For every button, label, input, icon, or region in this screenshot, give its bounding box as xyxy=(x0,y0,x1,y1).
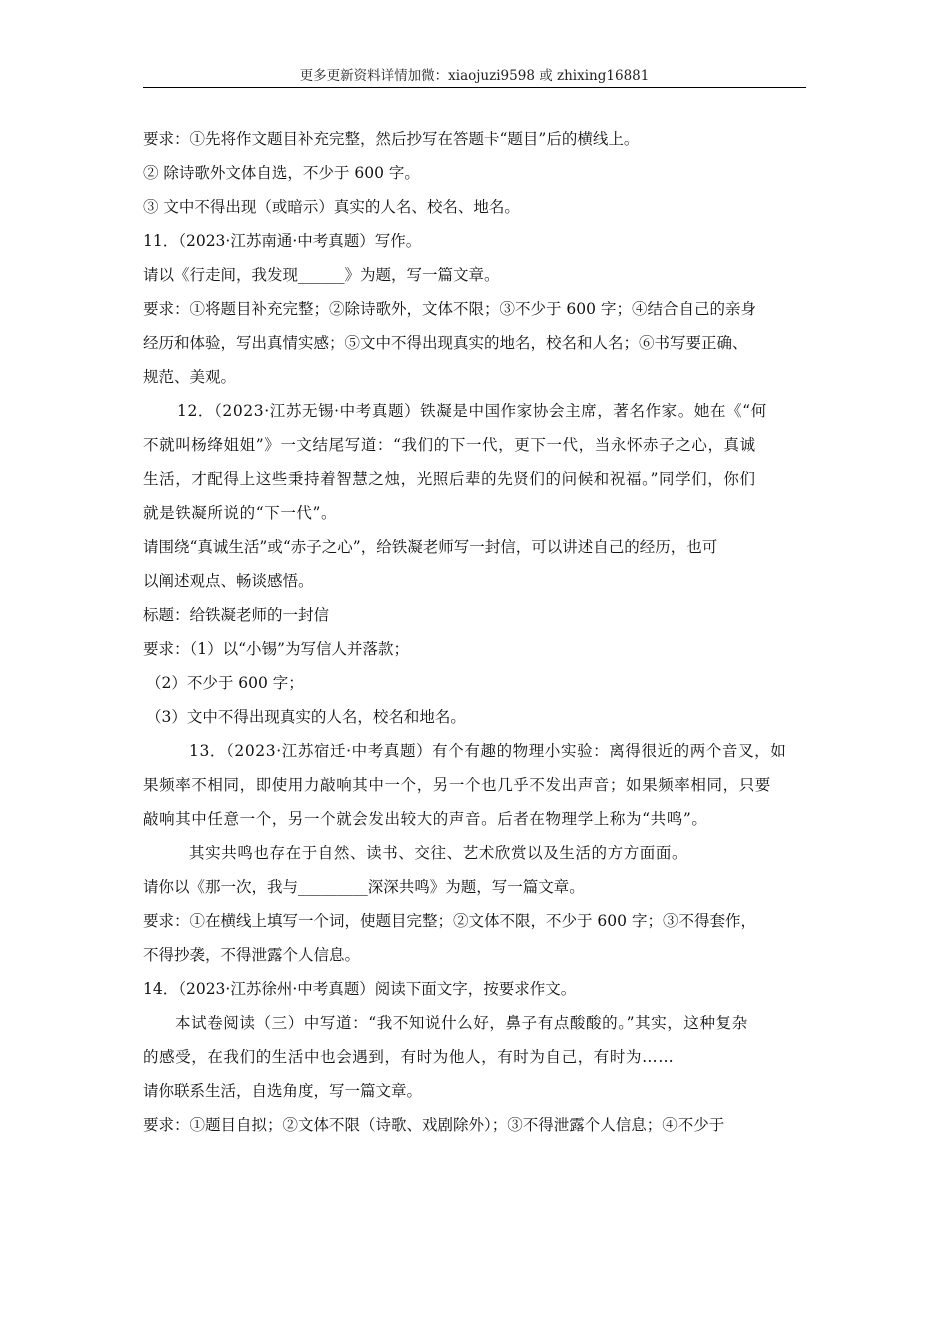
question-12-prompt: 以阐述观点、畅谈感悟。 xyxy=(143,572,314,590)
question-13-title: 13．（2023·江苏宿迁·中考真题）有个有趣的物理小实验：离得很近的两个音叉，如 xyxy=(189,742,787,760)
requirement-line: ② 除诗歌外文体自选，不少于 600 字。 xyxy=(143,164,420,182)
question-13-passage: 果频率不相同，即使用力敲响其中一个，另一个也几乎不发出声音；如果频率相同，只要 xyxy=(143,776,771,794)
question-12-prompt: 请围绕“真诚生活”或“赤子之心”，给铁凝老师写一封信，可以讲述自己的经历，也可 xyxy=(143,538,718,556)
question-12-passage: 不就叫杨绛姐姐”》一文结尾写道：“我们的下一代，更下一代，当永怀赤子之心，真诚 xyxy=(143,436,756,454)
question-14-requirements: 要求：①题目自拟；②文体不限（诗歌、戏剧除外）；③不得泄露个人信息；④不少于 xyxy=(143,1116,725,1134)
question-12-title: 12．（2023·江苏无锡·中考真题）铁凝是中国作家协会主席，著名作家。她在《“何 xyxy=(177,402,767,420)
question-13-requirements: 要求：①在横线上填写一个词，使题目完整；②文体不限，不少于 600 字；③不得套作， xyxy=(143,912,756,930)
question-12-passage: 生活，才配得上这些秉持着智慧之烛，光照后辈的先贤们的问候和祝福。”同学们，你们 xyxy=(143,470,756,488)
document-body xyxy=(143,122,806,1142)
question-13-prompt: 请你以《那一次，我与_________深深共鸣》为题，写一篇文章。 xyxy=(143,878,585,896)
question-12-requirements: （3）文中不得出现真实的人名，校名和地名。 xyxy=(146,708,466,726)
requirement-line: ③ 文中不得出现（或暗示）真实的人名、校名、地名。 xyxy=(143,198,520,216)
question-11-requirements: 要求：①将题目补充完整；②除诗歌外，文体不限；③不少于 600 字；④结合自己的亲身 xyxy=(143,300,756,318)
requirement-line: 要求：①先将作文题目补充完整，然后抄写在答题卡“题目”后的横线上。 xyxy=(143,130,640,148)
question-14-passage: 本试卷阅读（三）中写道：“我不知说什么好，鼻子有点酸酸的。”其实，这种复杂 xyxy=(175,1014,748,1032)
question-11-requirements: 规范、美观。 xyxy=(143,368,237,386)
question-14-passage: 的感受，在我们的生活中也会遇到，有时为他人，有时为自己，有时为…… xyxy=(143,1048,675,1066)
question-11-title: 11．（2023·江苏南通·中考真题）写作。 xyxy=(143,232,422,250)
question-11-requirements: 经历和体验，写出真情实感；⑤文中不得出现真实的地名，校名和人名；⑥书写要正确、 xyxy=(143,334,748,352)
question-11-prompt: 请以《行走间，我发现______》为题，写一篇文章。 xyxy=(143,266,500,284)
question-12-requirements: 要求：（1）以“小锡”为写信人并落款； xyxy=(143,640,409,658)
question-13-passage: 敲响其中任意一个，另一个就会发出较大的声音。后者在物理学上称为“共鸣”。 xyxy=(143,810,708,828)
question-14-title: 14．（2023·江苏徐州·中考真题）阅读下面文字，按要求作文。 xyxy=(143,980,577,998)
question-13-requirements: 不得抄袭，不得泄露个人信息。 xyxy=(143,946,361,964)
question-12-letter-title: 标题：给铁凝老师的一封信 xyxy=(143,606,330,624)
question-13-passage: 其实共鸣也存在于自然、读书、交往、艺术欣赏以及生活的方方面面。 xyxy=(189,844,689,862)
question-12-passage: 就是铁凝所说的“下一代”。 xyxy=(143,504,338,522)
question-14-prompt: 请你联系生活，自选角度，写一篇文章。 xyxy=(143,1082,423,1100)
question-12-requirements: （2）不少于 600 字； xyxy=(146,674,304,692)
header-rule xyxy=(143,87,806,88)
page-header: 更多更新资料详情加微：xiaojuzi9598 或 zhixing16881 xyxy=(299,68,650,84)
